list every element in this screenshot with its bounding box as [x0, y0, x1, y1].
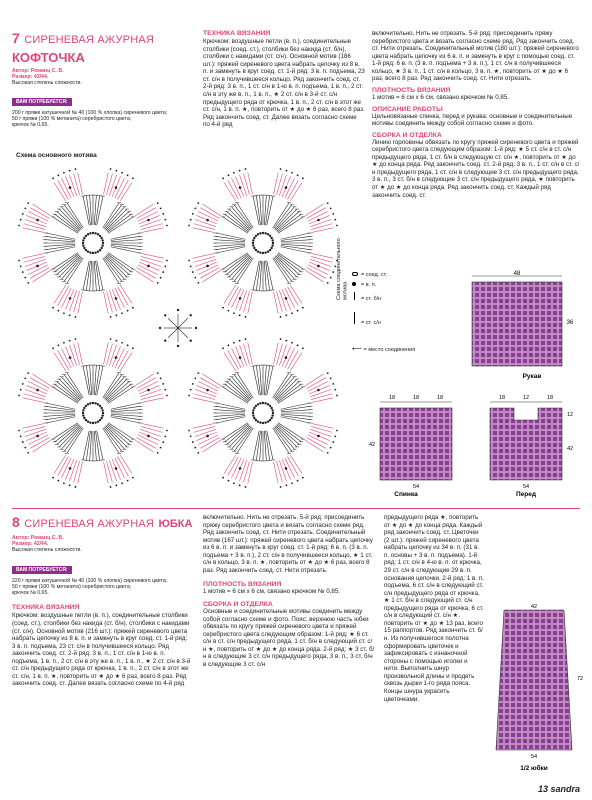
back-width: 54	[412, 484, 420, 490]
legend-dc: = ст. с/н	[361, 320, 381, 326]
section1-technique-heading: ТЕХНИКА ВЯЗАНИЯ	[203, 30, 271, 37]
back-label: Спинка	[394, 491, 418, 498]
legend-join: = место соединения	[363, 347, 416, 353]
section1-density-heading: ПЛОТНОСТЬ ВЯЗАНИЯ	[372, 86, 451, 94]
section1-assembly-heading: СБОРКА И ОТДЕЛКА	[372, 131, 442, 139]
legend-chain: = в. п.	[361, 282, 377, 288]
front-top-1: 18	[498, 395, 506, 401]
back-top-3: 18	[436, 395, 444, 401]
garment-schematics	[360, 268, 592, 500]
section-divider	[12, 508, 580, 509]
section2-col2	[203, 514, 375, 669]
section2-size: Размер: 42/44.	[12, 541, 49, 548]
legend-slip: = соед. ст.	[361, 272, 388, 278]
section2-material-3: крючок № 0,65.	[12, 590, 49, 597]
skirt-bottom: 54	[530, 754, 538, 760]
front-top-3: 18	[546, 395, 554, 401]
section2-technique-heading: ТЕХНИКА ВЯЗАНИЯ	[12, 604, 80, 612]
skirt-height: 72	[576, 676, 584, 682]
legend-join-icon: ⟵	[352, 346, 363, 353]
front-width: 54	[522, 484, 530, 490]
section1-material-1: 200 г пряжи катушечной № 40 (100 % хлопка) сиреневого цвета;	[12, 109, 168, 116]
section1-subtitle: КОФТОЧКА	[12, 50, 85, 65]
section2-subtitle: ЮБКА	[158, 518, 193, 530]
section2-col3-text: предыдущего ряда ★, повторить от ★ до ★ до конца ряда. Каждый ряд закончить соед. ст. Цветочки (2 шт.): пряжей сиреневого цвета набрать цепочку из 34 в. п. (31 в. п. основы + 3 в. п. подъема). 1-й ряд: 1 ст. с/н в 4-ю в. п. от крючка, 29 ст. с/н в следующие 29 в. п. основания цепочки. 2-й ряд: 1 в. п. подъема, 6 ст. с/н в следующий ст. с/н предыдущего ряда от крючка, ★ 1 ст. б/н в следующий ст. с/н предыдущего ряда от крючка, 6 ст. с/н в следующий ст. с/н ★, повторить от ★ до ★ 13 раз, всего 15 раппортов. Ряд закончить ст. б/н. Из получившегося полотна сформировать цветочек и зафиксировать с изнаночной стороны с помощью иголки и нити. Выполнить шнур произвольной длины и продеть сквозь дырки 1-го ряда пояса. Концы шнура украсить цветочками.	[384, 514, 484, 703]
magazine-brand: sandra	[550, 784, 580, 794]
front-schematic	[490, 395, 573, 498]
skirt-schematic	[486, 600, 586, 775]
crochet-motif-diagram	[8, 158, 348, 498]
section1-title: СИРЕНЕВАЯ АЖУРНАЯ	[24, 34, 155, 46]
legend-chain-icon	[352, 282, 356, 286]
legend-dc-icon	[354, 312, 355, 324]
skirt-top: 42	[530, 604, 538, 610]
section1-technique-text-2: включительно. Нить не отрезать. 5-й ряд: присоединить пряжу серебристого цвета и вязать согласно схеме ряд. Ряд закончить соед. ст. Нити отрезать. Соединительный мотив (180 шт.): пряжей сиреневого цвета набрать цепочку из 6 в. п. и замкнуть в круг с помощью соед. ст. 1-й ряд: 6 в. п. (3 в. п. подъема + 3 в. п.), 1 ст. с/н в получившееся кольцо, ★ 3 в. п., 1 ст. с/н в кольцо, 3 в. п. ★, повторить от ★ до ★ 6 раз, всего 8 раз. Ряд закончить соед. ст. Нити отрезать.	[372, 30, 579, 83]
section1-number: 7	[12, 30, 20, 46]
page-number: 13	[537, 784, 548, 794]
sleeve-width: 48	[513, 271, 521, 277]
section1-materials-tag: ВАМ ПОТРЕБУЕТСЯ:	[12, 98, 72, 106]
joining-motif-caption: Схема соединительного мотива	[336, 238, 349, 300]
main-motif	[18, 168, 168, 318]
joining-motif	[159, 309, 197, 347]
page-footer	[538, 784, 580, 794]
section1-material-3: крючок № 0,65.	[12, 122, 49, 129]
section1-technique-text: Крючком: воздушные петли (в. п.), соединительные столбики (соед. ст.), столбики без накида (ст. б/н), столбики с накидами (ст. с/н). Основной мотив (186 шт.): пряжей сиреневого цвета набрать цепочку из 8 в. п. и замкнуть в круг соед. ст. 1-й ряд: 3 в. п. подъема, 23 ст. с/н в получившееся кольцо. Ряд закончить соед. ст. 2-й ряд: 3 в. п., 1 ст. с/н в 1-ю в. п. подъема, 1 в. п., 2 ст. с/н в эту же в. п., 1 в. п., ★ 2 ст. с/н в 3-й ст. с/н предыдущего ряда от крючка, 1 в. п., 2 ст. с/н в этот же ст. с/н, 1 в. п. ★, повторить от ★ до ★ 6 раз, всего 8 раз. Ряд закончить соед. ст. Далее вязать согласно схеме по 4-й ряд	[203, 38, 365, 129]
main-motif	[18, 338, 168, 488]
back-height: 42	[368, 442, 376, 448]
section1-technique-col2	[372, 30, 580, 199]
front-label: Перед	[516, 491, 536, 498]
legend-sc: = ст. б/н	[361, 296, 382, 302]
section1-difficulty: Высокая степень сложности.	[12, 80, 82, 87]
main-motif	[188, 338, 338, 488]
main-motif	[188, 168, 338, 318]
legend-slip-icon	[352, 272, 358, 276]
section1-description-text: Цельновязаные спинка, перед и рукава: основные и соединительные мотивы соединить между собой согласно схеме и фото.	[372, 112, 573, 128]
scheme-caption: Схема основного мотива	[16, 152, 97, 159]
sleeve-schematic	[472, 271, 574, 380]
section1-technique	[203, 30, 365, 129]
skirt-label: 1/2 юбки	[520, 765, 548, 772]
legend-sc-icon	[354, 292, 355, 300]
section2-assembly-text: Основные и соединительные мотивы соединить между собой согласно схеме и фото. Пояс: верхнюю часть юбки обвязать по кругу пряжей сиреневого цвета и пряжей серебристого цвета следующим образом: 1-й ряд: ★ 6 ст. с/н в ст. с/н предыдущего ряда, 1 ст. б/н в следующий ст. с/н ★, повторить от ★ до ★ до конца ряда. 2-й ряд: ★ 3 ст. б/н в следующие 3 ст. с/н предыдущего ряда, 3 в. п., 3 ст. б/н в следующие 3 ст. с/н	[203, 608, 375, 668]
section1-description-heading: ОПИСАНИЕ РАБОТЫ	[372, 105, 443, 113]
section1-material-2: 50 г пряжи (100 % метанита) серебристого цвета;	[12, 115, 132, 122]
section2-material-1: 220 г пряжи катушечной № 40 (100 % хлопка) сиреневого цвета;	[12, 577, 168, 584]
back-top-2: 18	[412, 395, 420, 401]
front-height: 42	[566, 446, 574, 452]
front-top-2: 12	[522, 395, 530, 401]
section2-title: СИРЕНЕВАЯ АЖУРНАЯ	[24, 518, 155, 530]
section1-title-block	[12, 30, 197, 128]
section2-assembly-heading: СБОРКА И ОТДЕЛКА	[203, 601, 273, 609]
section2-density-text: 1 мотив = 6 см х 6 см, связано крючком № 0,85.	[203, 587, 341, 595]
section1-density-text: 1 мотив = 6 см х 6 см, связано крючком № 0,85.	[372, 93, 510, 101]
section2-technique-text: Крючком: воздушные петли (в. п.), соединительные столбики (соед. ст.), столбики без накида (ст. б/н), столбики с накидами (ст. с/н). Основной мотив (216 шт.): пряжей сиреневого цвета набрать цепочку из 8 в. п. и замкнуть в круг соед. ст. 1-й ряд: 3 в. п. подъема, 23 ст. с/н в получившееся кольцо. Ряд закончить соед. ст. 2-й ряд: 3 в. п., 1 ст. с/н в 1-ю в. п. подъема, 1 в. п., 2 ст. с/н в эту же в. п., 1 в. п., ★ 2 ст. с/н в 3-й ст. с/н предыдущего ряда от крючка, 1 в. п., 2 ст. с/н в этот же ст. с/н, 1 в. п. ★, повторить от ★ до ★ 6 раз, всего 8 раз. Ряд закончить соед. ст. Далее вязать согласно схеме по 4-й ряд	[12, 612, 191, 688]
section1-author: Автор: Романц С. В.	[12, 68, 64, 74]
section2-title-block	[12, 514, 197, 688]
sleeve-height: 36	[566, 320, 574, 326]
back-top-1: 18	[388, 395, 396, 401]
section1-assembly-text: Линию горловины обвязать по кругу пряжей сиреневого цвета и пряжей серебристого цвета следующим образом: 1-й ряд: ★ 5 ст. с/н в ст. с/н предыдущего ряда, 1 ст. б/н в следующую ст. с/н ★, повторить от ★ до ★ до конца ряда. Ряд закончить соед. ст. 2-й ряд: 3 в. п., 1 ст. с/н в ст. с/н предыдущего ряда, 1 ст. с/н в следующие 3 ст. с/н предыдущего ряда, 3 в. п., 3 ст. б/н в следующие 3 ст. с/н предыдущего ряда, ★ повторить от ★ до ★ до конца ряда. Ряд закончить соед. ст. Каждый ряд закончить соед. ст.	[372, 138, 580, 199]
section2-density-heading: ПЛОТНОСТЬ ВЯЗАНИЯ	[203, 580, 282, 588]
section2-author: Автор: Романц С. В.	[12, 535, 64, 541]
section2-difficulty: Высокая степень сложности.	[12, 547, 82, 554]
section1-size: Размер: 42/44.	[12, 74, 49, 81]
back-schematic	[369, 395, 452, 498]
front-neck: 12	[566, 412, 574, 418]
section2-technique-text-2: включительно. Нить не отрезать. 5-й ряд: присоединить пряжу серебристого цвета и вязать согласно схеме ряд. Ряд закончить соед. ст. Нити отрезать. Соединительный мотив (167 шт.): пряжей сиреневого цвета набрать цепочку из 6 в. п. и замкнуть в круг соед. ст. 1-й ряд: 6 в. п. (3 в. п. подъема + 3 в. п.), 2 ст. с/н в получившееся кольцо, ★ 1 ст. с/н в кольцо, 3 в. п. ★, повторить от ★ до ★ 6 раз, всего 8 раз. Ряд закончить соед. ст. Нити отрезать.	[203, 514, 373, 574]
section2-material-2: 50 г пряжи (100 % метанита) серебристого цвета;	[12, 583, 132, 590]
sleeve-label: Рукав	[522, 373, 542, 380]
section2-number: 8	[12, 514, 20, 530]
section2-materials-tag: ВАМ ПОТРЕБУЕТСЯ:	[12, 566, 72, 574]
